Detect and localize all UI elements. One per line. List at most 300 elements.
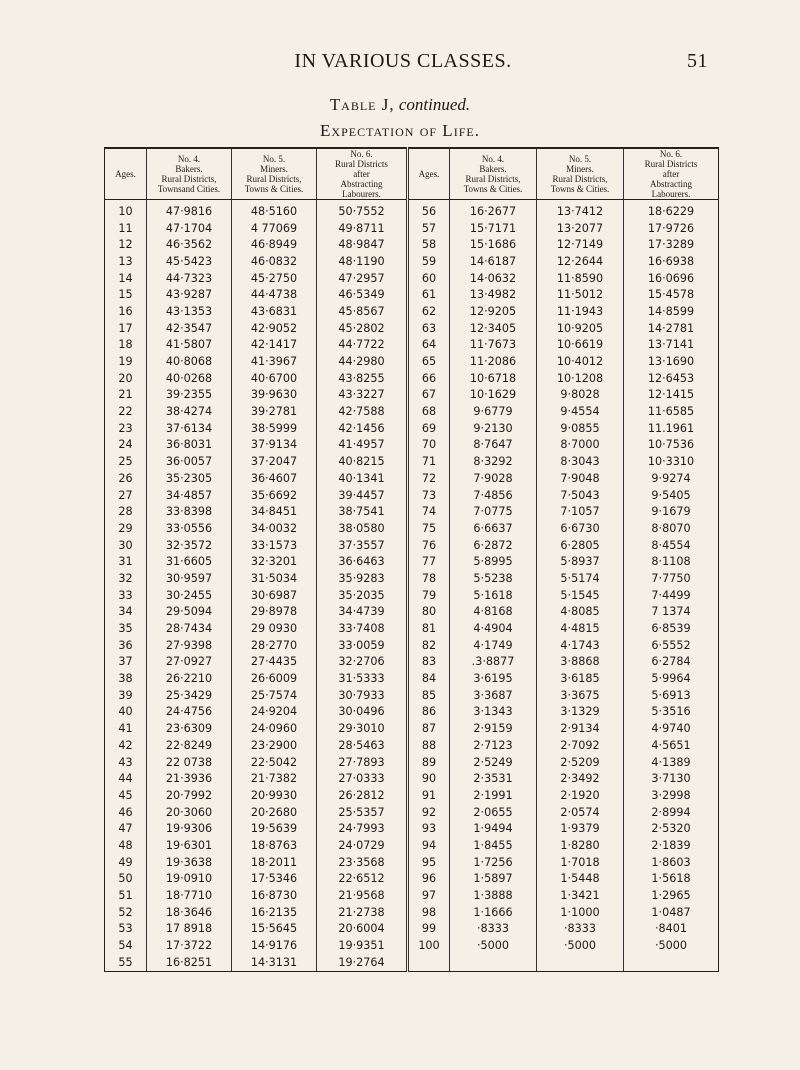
rural-after-cell: 44·7722	[317, 337, 408, 354]
age-cell-right: 58	[408, 236, 450, 253]
bakers-cell: 33·0556	[147, 520, 232, 537]
table-row	[105, 253, 719, 270]
age-cell: 48	[105, 837, 147, 854]
age-cell-right: 68	[408, 403, 450, 420]
table-row	[105, 670, 719, 687]
bakers-cell: 35·2305	[147, 470, 232, 487]
miners-cell-right: ·5000	[537, 937, 624, 954]
miners-cell-right: 6·6730	[537, 520, 624, 537]
rural-after-cell-right: 16·6938	[624, 253, 719, 270]
table-row	[105, 437, 719, 454]
miners-cell-right: 9·4554	[537, 403, 624, 420]
rural-after-cell-right: 2·8994	[624, 804, 719, 821]
miners-cell: 42·9052	[232, 320, 317, 337]
header-row	[105, 148, 719, 200]
rural-after-cell-right: 5·9964	[624, 670, 719, 687]
miners-cell: 14·9176	[232, 937, 317, 954]
bakers-cell: 41·5807	[147, 337, 232, 354]
age-cell-right: 71	[408, 453, 450, 470]
table-row	[105, 820, 719, 837]
age-cell-right: 63	[408, 320, 450, 337]
bakers-cell: 26·2210	[147, 670, 232, 687]
rural-after-cell-right: ·5000	[624, 937, 719, 954]
miners-cell: 24·0960	[232, 720, 317, 737]
bakers-cell-right: 8·3292	[450, 453, 537, 470]
bakers-cell: 22 0738	[147, 754, 232, 771]
miners-cell: 29 0930	[232, 620, 317, 637]
table-continued: continued.	[398, 95, 471, 114]
rural-after-cell: 31·5333	[317, 670, 408, 687]
bakers-cell-right: 1·3888	[450, 887, 537, 904]
age-cell-right: 59	[408, 253, 450, 270]
miners-cell-right: 11·8590	[537, 270, 624, 287]
miners-cell-right: 1·5448	[537, 871, 624, 888]
table-row	[105, 270, 719, 287]
table-row	[105, 353, 719, 370]
bakers-cell: 20·3060	[147, 804, 232, 821]
miners-cell-right: 5·5174	[537, 570, 624, 587]
age-cell: 50	[105, 871, 147, 888]
bakers-cell: 47·1704	[147, 220, 232, 237]
miners-cell-right: 6·2805	[537, 537, 624, 554]
miners-cell-right: 5·1545	[537, 587, 624, 604]
bakers-cell-right: 1·8455	[450, 837, 537, 854]
miners-cell-right: 3·3675	[537, 687, 624, 704]
rural-after-cell: 43·8255	[317, 370, 408, 387]
age-cell: 49	[105, 854, 147, 871]
bakers-cell: 25·3429	[147, 687, 232, 704]
age-cell: 21	[105, 387, 147, 404]
age-cell-right: 61	[408, 286, 450, 303]
miners-cell: 16·2135	[232, 904, 317, 921]
age-cell-right: 87	[408, 720, 450, 737]
bakers-cell: 38·4274	[147, 403, 232, 420]
age-cell-right: 98	[408, 904, 450, 921]
table-label: Table J,	[329, 95, 395, 114]
table-row	[105, 387, 719, 404]
rural-after-cell-right: 16·0696	[624, 270, 719, 287]
bakers-cell-right: 2·1991	[450, 787, 537, 804]
age-cell-right: 85	[408, 687, 450, 704]
rural-after-cell: 20·6004	[317, 921, 408, 938]
miners-cell-right: 9·0855	[537, 420, 624, 437]
table-row	[105, 754, 719, 771]
rural-after-cell-right: 4·5651	[624, 737, 719, 754]
miners-cell: 21·7382	[232, 770, 317, 787]
bakers-cell-right: 11·7673	[450, 337, 537, 354]
bakers-cell-right: 5·8995	[450, 553, 537, 570]
age-cell: 29	[105, 520, 147, 537]
running-head-title: IN VARIOUS CLASSES.	[294, 50, 512, 72]
table-title	[0, 95, 800, 115]
miners-cell: 27·4435	[232, 654, 317, 671]
bakers-cell-right: 9·6779	[450, 403, 537, 420]
miners-cell: 33·1573	[232, 537, 317, 554]
bakers-cell-right: 5·1618	[450, 587, 537, 604]
age-cell: 53	[105, 921, 147, 938]
rural-after-cell-right: 1·8603	[624, 854, 719, 871]
bakers-cell: 40·8068	[147, 353, 232, 370]
age-cell: 40	[105, 704, 147, 721]
miners-cell: 45·2750	[232, 270, 317, 287]
table-row	[105, 654, 719, 671]
bakers-cell-right: 2·7123	[450, 737, 537, 754]
miners-cell-right: 3·8868	[537, 654, 624, 671]
rural-after-cell: 28·5463	[317, 737, 408, 754]
rural-after-cell-right: 13·7141	[624, 337, 719, 354]
rural-after-cell-right: 8·4554	[624, 537, 719, 554]
rural-after-cell: 49·8711	[317, 220, 408, 237]
age-cell-right: 67	[408, 387, 450, 404]
age-cell-right: 62	[408, 303, 450, 320]
bakers-cell: 33·8398	[147, 503, 232, 520]
age-cell: 55	[105, 954, 147, 971]
bakers-cell: 27·0927	[147, 654, 232, 671]
age-cell: 15	[105, 286, 147, 303]
age-cell-right: 79	[408, 587, 450, 604]
bakers-cell-right: 14·0632	[450, 270, 537, 287]
bakers-cell-right: 10·6718	[450, 370, 537, 387]
life-expectancy-table	[104, 147, 719, 972]
age-cell-right: 94	[408, 837, 450, 854]
rural-after-cell-right: 3·2998	[624, 787, 719, 804]
age-cell-right: 65	[408, 353, 450, 370]
rural-after-cell: 45·2802	[317, 320, 408, 337]
header-col5: No. 5. Miners. Rural Districts, Towns & Cities.	[232, 148, 317, 200]
miners-cell-right: 1·1000	[537, 904, 624, 921]
bakers-cell: 42·3547	[147, 320, 232, 337]
table-row	[105, 487, 719, 504]
age-cell: 47	[105, 820, 147, 837]
age-cell-right: 64	[408, 337, 450, 354]
miners-cell: 19·5639	[232, 820, 317, 837]
rural-after-cell-right: 3·7130	[624, 770, 719, 787]
bakers-cell: 30·2455	[147, 587, 232, 604]
bakers-cell: 46·3562	[147, 236, 232, 253]
rural-after-cell: 47·2957	[317, 270, 408, 287]
header-col6-right: No. 6. Rural Districts after Abstracting Labourers.	[624, 148, 719, 200]
age-cell: 18	[105, 337, 147, 354]
bakers-cell-right: 5·5238	[450, 570, 537, 587]
rural-after-cell-right: 8·1108	[624, 553, 719, 570]
miners-cell-right: 1·3421	[537, 887, 624, 904]
bakers-cell: 39·2355	[147, 387, 232, 404]
rural-after-cell: 24·0729	[317, 837, 408, 854]
age-cell-right: 82	[408, 637, 450, 654]
age-cell: 24	[105, 437, 147, 454]
rural-after-cell-right: 15·4578	[624, 286, 719, 303]
miners-cell-right: 4·1743	[537, 637, 624, 654]
miners-cell: 48·5160	[232, 200, 317, 220]
miners-cell: 22·5042	[232, 754, 317, 771]
miners-cell: 32·3201	[232, 553, 317, 570]
miners-cell: 31·5034	[232, 570, 317, 587]
rural-after-cell-right: 4·1389	[624, 754, 719, 771]
bakers-cell: 32·3572	[147, 537, 232, 554]
miners-cell-right: 3·6185	[537, 670, 624, 687]
miners-cell: 24·9204	[232, 704, 317, 721]
bakers-cell: 47·9816	[147, 200, 232, 220]
bakers-cell-right: 4·1749	[450, 637, 537, 654]
bakers-cell: 19·9306	[147, 820, 232, 837]
table-row	[105, 220, 719, 237]
age-cell-right: 95	[408, 854, 450, 871]
age-cell: 28	[105, 503, 147, 520]
miners-cell: 40·6700	[232, 370, 317, 387]
age-cell-right: 76	[408, 537, 450, 554]
age-cell: 52	[105, 904, 147, 921]
rural-after-cell-right: 14·2781	[624, 320, 719, 337]
miners-cell: 4 77069	[232, 220, 317, 237]
miners-cell-right: 11·5012	[537, 286, 624, 303]
table-row	[105, 453, 719, 470]
rural-after-cell: 40·1341	[317, 470, 408, 487]
miners-cell: 39·9630	[232, 387, 317, 404]
rural-after-cell-right: 1·5618	[624, 871, 719, 888]
miners-cell: 37·9134	[232, 437, 317, 454]
bakers-cell: 24·4756	[147, 704, 232, 721]
miners-cell-right: 10·6619	[537, 337, 624, 354]
miners-cell-right: 7·5043	[537, 487, 624, 504]
rural-after-cell-right: 10·3310	[624, 453, 719, 470]
table-row	[105, 871, 719, 888]
rural-after-cell-right: 7·7750	[624, 570, 719, 587]
miners-cell-right: 2·5209	[537, 754, 624, 771]
bakers-cell: 44·7323	[147, 270, 232, 287]
rural-after-cell-right: 18·6229	[624, 200, 719, 220]
age-cell: 44	[105, 770, 147, 787]
miners-cell: 39·2781	[232, 403, 317, 420]
age-cell: 37	[105, 654, 147, 671]
miners-cell-right: 4·4815	[537, 620, 624, 637]
age-cell: 19	[105, 353, 147, 370]
table-row	[105, 587, 719, 604]
rural-after-cell: 39·4457	[317, 487, 408, 504]
age-cell: 26	[105, 470, 147, 487]
header-ages: Ages.	[105, 148, 147, 200]
miners-cell: 37·2047	[232, 453, 317, 470]
age-cell: 20	[105, 370, 147, 387]
age-cell-right: 97	[408, 887, 450, 904]
rural-after-cell: 46·5349	[317, 286, 408, 303]
table-row	[105, 503, 719, 520]
rural-after-cell: 45·8567	[317, 303, 408, 320]
rural-after-cell: 30·7933	[317, 687, 408, 704]
miners-cell-right: 13·2077	[537, 220, 624, 237]
miners-cell: 46·8949	[232, 236, 317, 253]
rural-after-cell-right: 14·8599	[624, 303, 719, 320]
rural-after-cell-right: 1·0487	[624, 904, 719, 921]
age-cell: 10	[105, 200, 147, 220]
bakers-cell: 30·9597	[147, 570, 232, 587]
miners-cell-right: 5·8937	[537, 553, 624, 570]
rural-after-cell: 35·9283	[317, 570, 408, 587]
age-cell: 35	[105, 620, 147, 637]
table-row	[105, 804, 719, 821]
rural-after-cell: 21·9568	[317, 887, 408, 904]
bakers-cell: 36·0057	[147, 453, 232, 470]
miners-cell: 14·3131	[232, 954, 317, 971]
bakers-cell-right: 4·4904	[450, 620, 537, 637]
bakers-cell: 40·0268	[147, 370, 232, 387]
miners-cell-right: 2·3492	[537, 770, 624, 787]
table-row	[105, 553, 719, 570]
bakers-cell-right: .3·8877	[450, 654, 537, 671]
bakers-cell-right: 3·1343	[450, 704, 537, 721]
bakers-cell-right: 2·9159	[450, 720, 537, 737]
rural-after-cell: 38·7541	[317, 503, 408, 520]
bakers-cell-right: 7·4856	[450, 487, 537, 504]
table-row	[105, 537, 719, 554]
bakers-cell: 19·6301	[147, 837, 232, 854]
table-row	[105, 286, 719, 303]
table-subtitle: Expectation of Life.	[320, 121, 480, 140]
header-ages-right: Ages.	[408, 148, 450, 200]
miners-cell: 20·2680	[232, 804, 317, 821]
miners-cell: 34·8451	[232, 503, 317, 520]
miners-cell-right: 10·4012	[537, 353, 624, 370]
rural-after-cell: 36·6463	[317, 553, 408, 570]
miners-cell: 18·2011	[232, 854, 317, 871]
miners-cell-right: 2·7092	[537, 737, 624, 754]
miners-cell: 18·8763	[232, 837, 317, 854]
table-row	[105, 887, 719, 904]
miners-cell-right: 12·7149	[537, 236, 624, 253]
age-cell-right: 56	[408, 200, 450, 220]
bakers-cell-right: 6·2872	[450, 537, 537, 554]
bakers-cell: 23·6309	[147, 720, 232, 737]
rural-after-cell-right: 5·3516	[624, 704, 719, 721]
age-cell-right: 96	[408, 871, 450, 888]
age-cell: 51	[105, 887, 147, 904]
age-cell-right: 70	[408, 437, 450, 454]
table-row	[105, 687, 719, 704]
age-cell: 42	[105, 737, 147, 754]
miners-cell-right: 3·1329	[537, 704, 624, 721]
table-row	[105, 420, 719, 437]
bakers-cell: 37·6134	[147, 420, 232, 437]
age-cell-right: 93	[408, 820, 450, 837]
age-cell-right: 78	[408, 570, 450, 587]
rural-after-cell: 21·2738	[317, 904, 408, 921]
miners-cell: 46·0832	[232, 253, 317, 270]
age-cell-right: 75	[408, 520, 450, 537]
rural-after-cell-right: 7·4499	[624, 587, 719, 604]
rural-after-cell-right: 6·5552	[624, 637, 719, 654]
bakers-cell-right: 12·3405	[450, 320, 537, 337]
bakers-cell: 21·3936	[147, 770, 232, 787]
bakers-cell-right: ·5000	[450, 937, 537, 954]
bakers-cell-right: 1·9494	[450, 820, 537, 837]
miners-cell: 16·8730	[232, 887, 317, 904]
bakers-cell-right: 1·1666	[450, 904, 537, 921]
miners-cell: 35·6692	[232, 487, 317, 504]
age-cell-right: 100	[408, 937, 450, 954]
bakers-cell-right: 7·0775	[450, 503, 537, 520]
rural-after-cell: 30·0496	[317, 704, 408, 721]
table-row	[105, 470, 719, 487]
age-cell: 39	[105, 687, 147, 704]
age-cell-right: 57	[408, 220, 450, 237]
bakers-cell-right: 1·5897	[450, 871, 537, 888]
rural-after-cell: 50·7552	[317, 200, 408, 220]
miners-cell: 15·5645	[232, 921, 317, 938]
age-cell-right: 72	[408, 470, 450, 487]
bakers-cell: 36·8031	[147, 437, 232, 454]
rural-after-cell: 35·2035	[317, 587, 408, 604]
bakers-cell-right: 6·6637	[450, 520, 537, 537]
bakers-cell-right: 3·3687	[450, 687, 537, 704]
table-row	[105, 320, 719, 337]
rural-after-cell-right: 9·9274	[624, 470, 719, 487]
rural-after-cell-right: 17·9726	[624, 220, 719, 237]
bakers-cell-right: 9·2130	[450, 420, 537, 437]
bakers-cell-right: 10·1629	[450, 387, 537, 404]
rural-after-cell-right: 12·6453	[624, 370, 719, 387]
rural-after-cell-right	[624, 954, 719, 971]
rural-after-cell-right: 7 1374	[624, 604, 719, 621]
age-cell-right: 81	[408, 620, 450, 637]
age-cell-right: 86	[408, 704, 450, 721]
age-cell: 11	[105, 220, 147, 237]
miners-cell: 41·3967	[232, 353, 317, 370]
bakers-cell: 18·3646	[147, 904, 232, 921]
rural-after-cell-right: 9·1679	[624, 503, 719, 520]
rural-after-cell-right: 8·8070	[624, 520, 719, 537]
bakers-cell: 19·3638	[147, 854, 232, 871]
bakers-cell-right	[450, 954, 537, 971]
bakers-cell: 17·3722	[147, 937, 232, 954]
miners-cell-right: 7·1057	[537, 503, 624, 520]
bakers-cell-right: ·8333	[450, 921, 537, 938]
bakers-cell: 29·5094	[147, 604, 232, 621]
miners-cell-right: ·8333	[537, 921, 624, 938]
bakers-cell: 28·7434	[147, 620, 232, 637]
age-cell-right	[408, 954, 450, 971]
bakers-cell: 17 8918	[147, 921, 232, 938]
miners-cell: 25·7574	[232, 687, 317, 704]
age-cell: 17	[105, 320, 147, 337]
rural-after-cell: 40·8215	[317, 453, 408, 470]
rural-after-cell: 26·2812	[317, 787, 408, 804]
table-row	[105, 570, 719, 587]
bakers-cell: 22·8249	[147, 737, 232, 754]
bakers-cell-right: 2·5249	[450, 754, 537, 771]
age-cell-right: 73	[408, 487, 450, 504]
rural-after-cell: 37·3557	[317, 537, 408, 554]
rural-after-cell-right: 6·8539	[624, 620, 719, 637]
age-cell-right: 90	[408, 770, 450, 787]
bakers-cell-right: 8·7647	[450, 437, 537, 454]
rural-after-cell: 33·0059	[317, 637, 408, 654]
rural-after-cell: 25·5357	[317, 804, 408, 821]
rural-after-cell: 19·2764	[317, 954, 408, 971]
miners-cell-right: 1·7018	[537, 854, 624, 871]
table-row	[105, 954, 719, 971]
rural-after-cell: 32·2706	[317, 654, 408, 671]
bakers-cell: 43·1353	[147, 303, 232, 320]
age-cell-right: 60	[408, 270, 450, 287]
rural-after-cell: 23·3568	[317, 854, 408, 871]
age-cell: 23	[105, 420, 147, 437]
bakers-cell-right: 13·4982	[450, 286, 537, 303]
miners-cell: 20·9930	[232, 787, 317, 804]
table-row	[105, 720, 719, 737]
table-row	[105, 620, 719, 637]
age-cell-right: 84	[408, 670, 450, 687]
age-cell-right: 69	[408, 420, 450, 437]
miners-cell: 43·6831	[232, 303, 317, 320]
